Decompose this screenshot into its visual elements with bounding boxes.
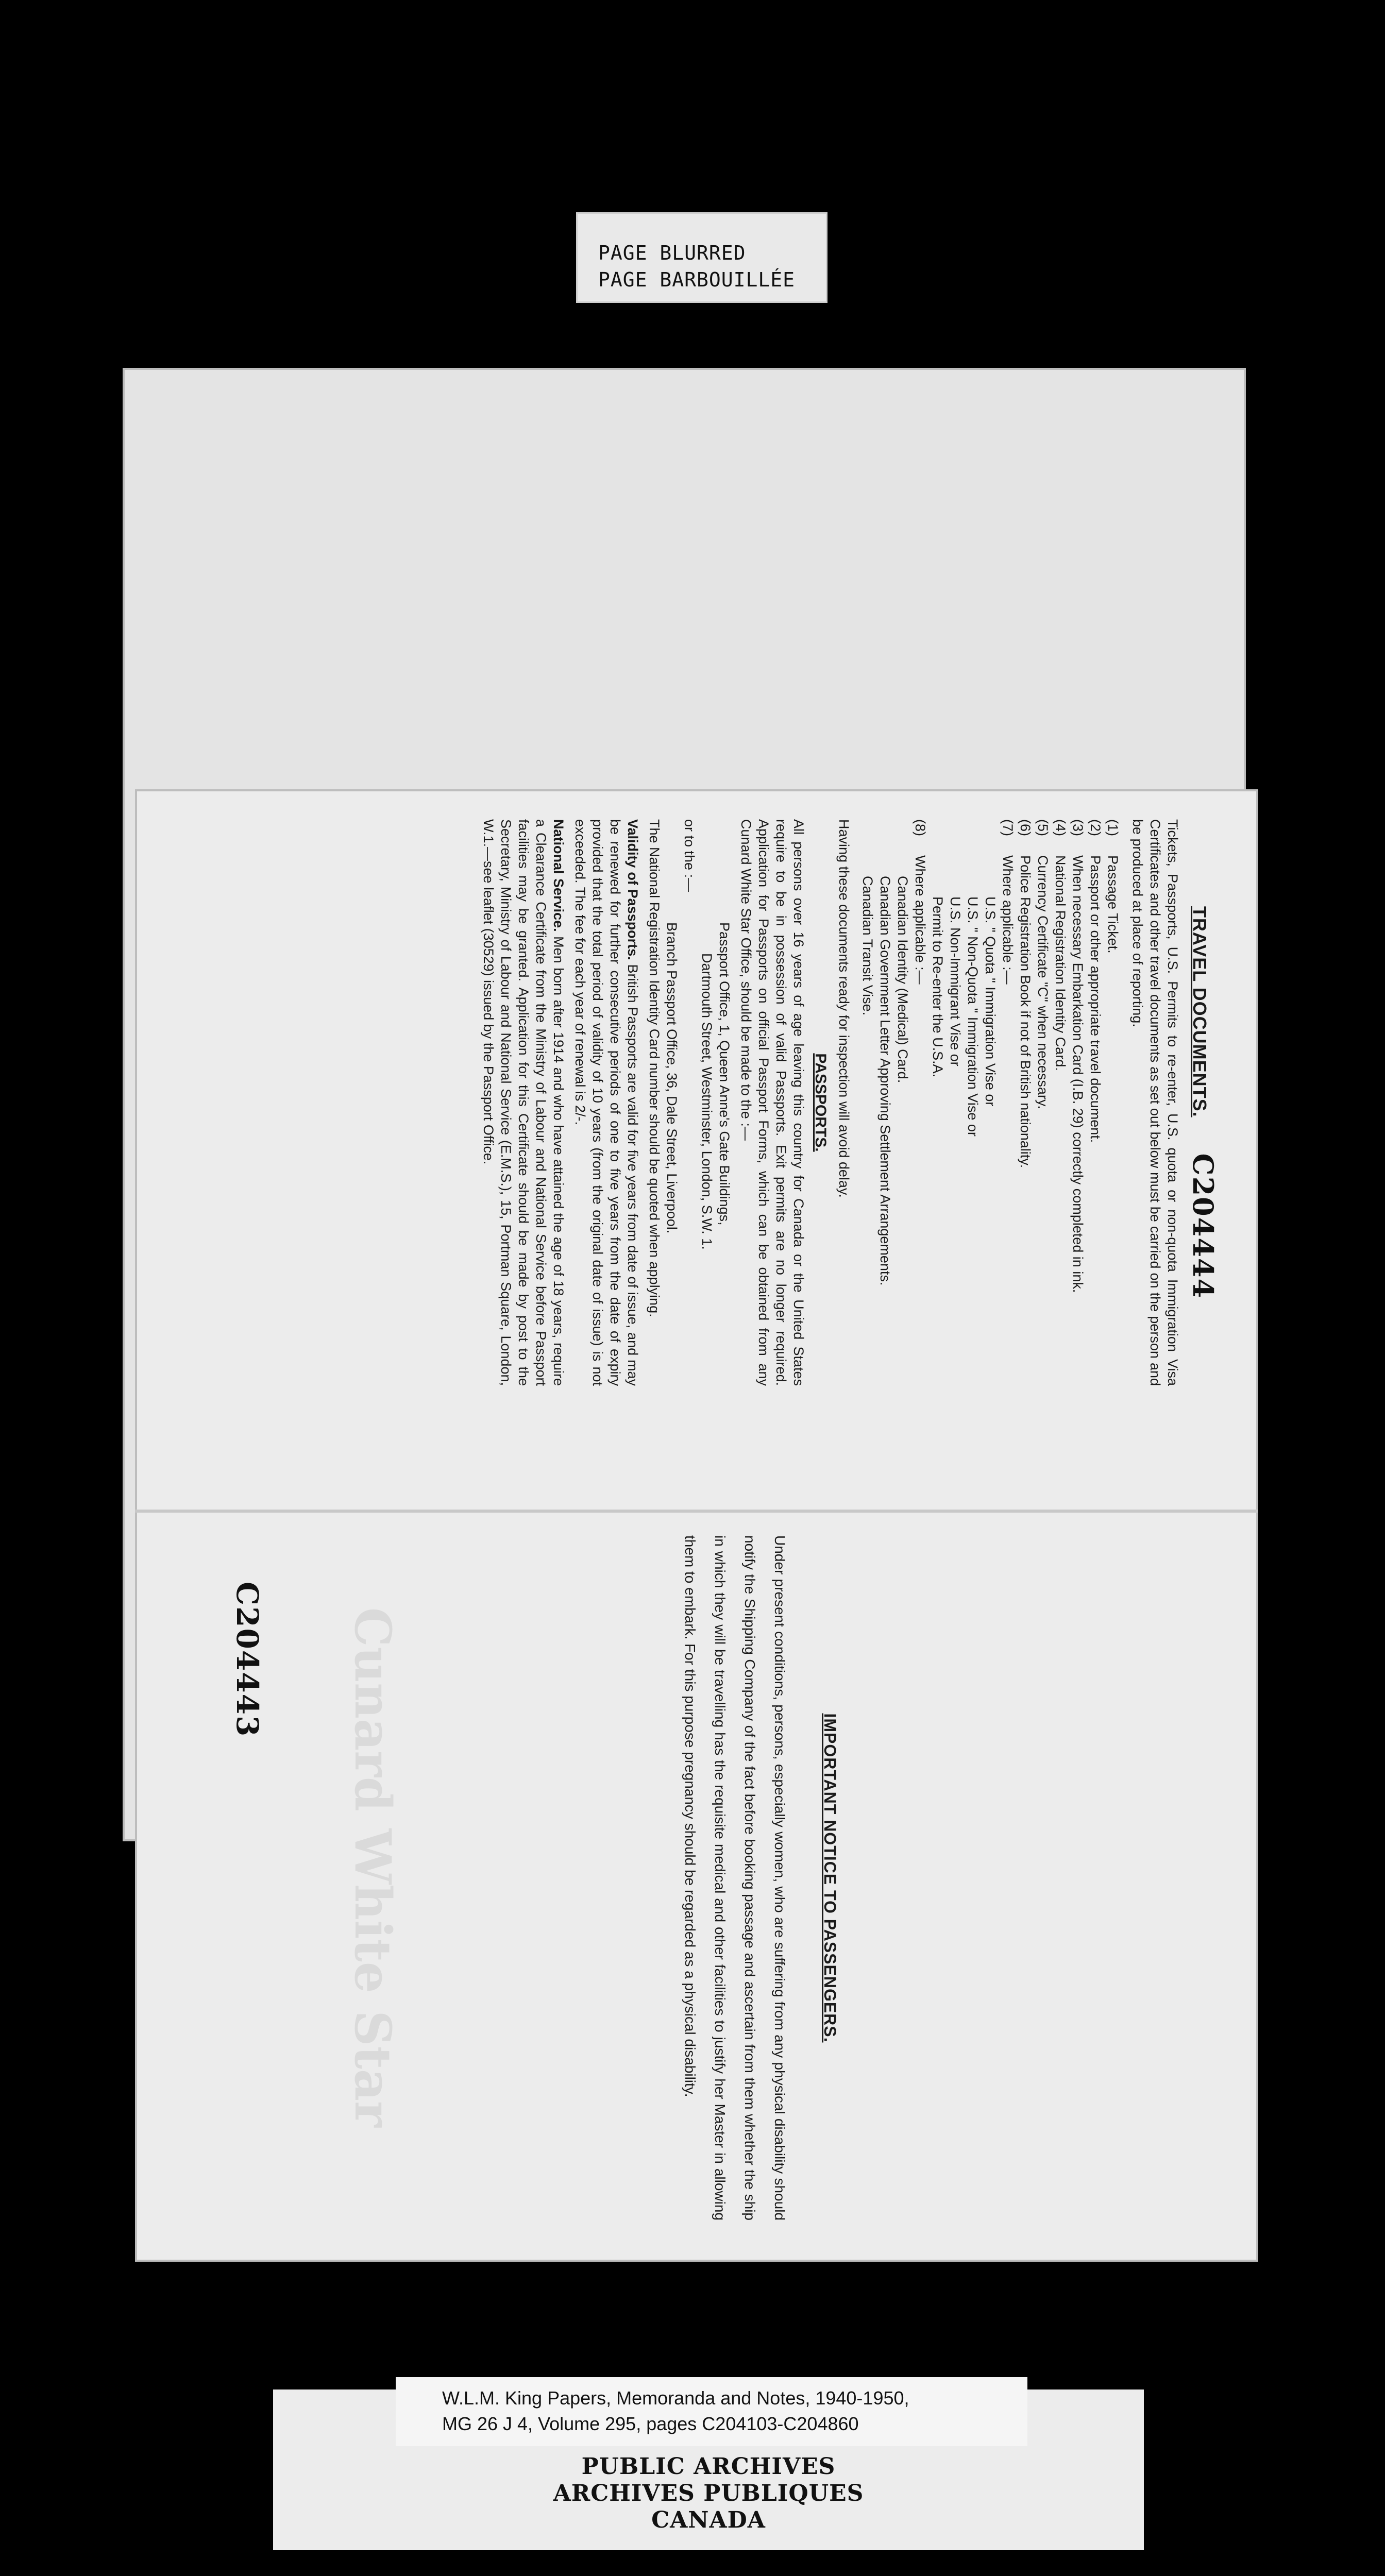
travel-intro: Tickets, Passports, U.S. Permits to re-enter, U.S. quota or non-quota Immigration Visa Certificates and other travel documents as set out below must be carried on the person and be produced at place of reporting. xyxy=(1130,819,1180,1386)
collection-caption xyxy=(396,2377,1027,2446)
list-item: (6) Police Registration Book if not of British nationality. xyxy=(1018,819,1033,1168)
passport-office-line: Dartmouth Street, Westminster, London, S.W. 1. xyxy=(699,953,715,1250)
notice-body: Under present conditions, persons, especially women, who are suffering from any physical disability should notify the Shipping Company of the fact before booking passage and ascertain from them whether the ship in which they will be travelling has the requisite medical and other facilities to justify her Master in allowing them to embark. For this purpose pregnancy should be regarded as a physical disability. xyxy=(682,1535,788,2221)
list-item: (1) Passage Ticket. xyxy=(1105,819,1121,954)
archives-line: ARCHIVES PUBLIQUES xyxy=(553,2480,864,2506)
doc-number-travel: C204444 xyxy=(1187,1153,1220,1299)
validity-paragraph: Validity of Passports. British Passports are valid for five years from date of issue, and may be renewed for further consecutive periods of one to five years from the date of expiry provided that the total period of validity of 10 years (from the original date of issue) is not exceeded. The fee for each year of renewal is 2/-. xyxy=(572,819,640,1386)
list-item: (7) Where applicable :— xyxy=(1000,819,1016,985)
show-through-ghost-text: Cunard White Star xyxy=(344,1607,402,2127)
travel-title: TRAVEL DOCUMENTS. xyxy=(1189,906,1210,1117)
sheet-fold-line xyxy=(135,1510,1258,1513)
sub-item: U.S. " Non-Quota " Immigration Vise or xyxy=(965,896,981,1137)
passport-office-line: Passport Office, 1, Queen Anne's Gate Buildings, xyxy=(717,922,732,1226)
notice-title: IMPORTANT NOTICE TO PASSENGERS. xyxy=(821,1713,839,2043)
caption-line: MG 26 J 4, Volume 295, pages C204103-C204860 xyxy=(442,2413,859,2434)
list-item: (3) When necessary Embarkation Card (I.B. 29) correctly completed in ink. xyxy=(1070,819,1086,1293)
doc-number-notice: C204443 xyxy=(230,1582,265,1738)
sub-item: Canadian Identity (Medical) Card. xyxy=(895,876,910,1083)
list-item: (8) Where applicable :— xyxy=(913,819,928,985)
nr-note: The National Registration Identity Card number should be quoted when applying. xyxy=(647,819,662,1317)
sub-item: U.S. " Quota " Immigration Vise or xyxy=(983,896,998,1107)
or-to-line: or to the :— xyxy=(682,819,697,892)
caption-line: W.L.M. King Papers, Memoranda and Notes, 1940-1950, xyxy=(442,2387,909,2409)
branch-office-line: Branch Passport Office, 36, Dale Street, Liverpool. xyxy=(664,922,680,1234)
page-blurred-french: PAGE BARBOUILLÉE xyxy=(598,268,796,291)
ready-note: Having these documents ready for inspection will avoid delay. xyxy=(836,819,852,1198)
travel-documents-panel xyxy=(481,819,1220,1386)
page-blurred-english: PAGE BLURRED xyxy=(598,242,746,264)
page-blurred-label xyxy=(576,212,827,303)
national-service-paragraph: National Service. Men born after 1914 and who have attained the age of 18 years, require a Clearance Certificate from the Ministry of Labour and National Service before Passport facilities may be granted. Application for this Certificate should be made by post to the Secretary, Ministry of Labour and National Service (E.M.S.), 15, Portman Square, London, W.1.—see leaflet (30529) issued by the Passport Office. xyxy=(481,819,566,1386)
list-item: (2) Passport or other appropriate travel document. xyxy=(1088,819,1103,1143)
sub-item: Canadian Transit Vise. xyxy=(860,876,875,1016)
list-item: (4) National Registration Identity Card. xyxy=(1053,819,1068,1071)
sub-item: Permit to Re-enter the U.S.A. xyxy=(930,896,945,1078)
archives-line: CANADA xyxy=(651,2507,766,2533)
archives-line: PUBLIC ARCHIVES xyxy=(581,2453,836,2480)
important-notice-panel xyxy=(160,1535,845,2221)
list-item: (5) Currency Certificate "C" when necessary. xyxy=(1035,819,1051,1109)
passports-paragraph: All persons over 16 years of age leaving this country for Canada or the United States require to be in possession of valid Passports. Exit permits are no longer required. Application for Passports on official Passport Forms, which can be obtained from any Cunard White Star Office, should be made to the :— xyxy=(738,819,806,1386)
sub-item: Canadian Government Letter Approving Settlement Arrangements. xyxy=(877,876,893,1286)
travel-header xyxy=(1187,819,1220,1386)
sub-item: U.S. Non-Immigrant Vise or xyxy=(948,896,963,1066)
passports-heading: PASSPORTS. xyxy=(812,1053,829,1152)
